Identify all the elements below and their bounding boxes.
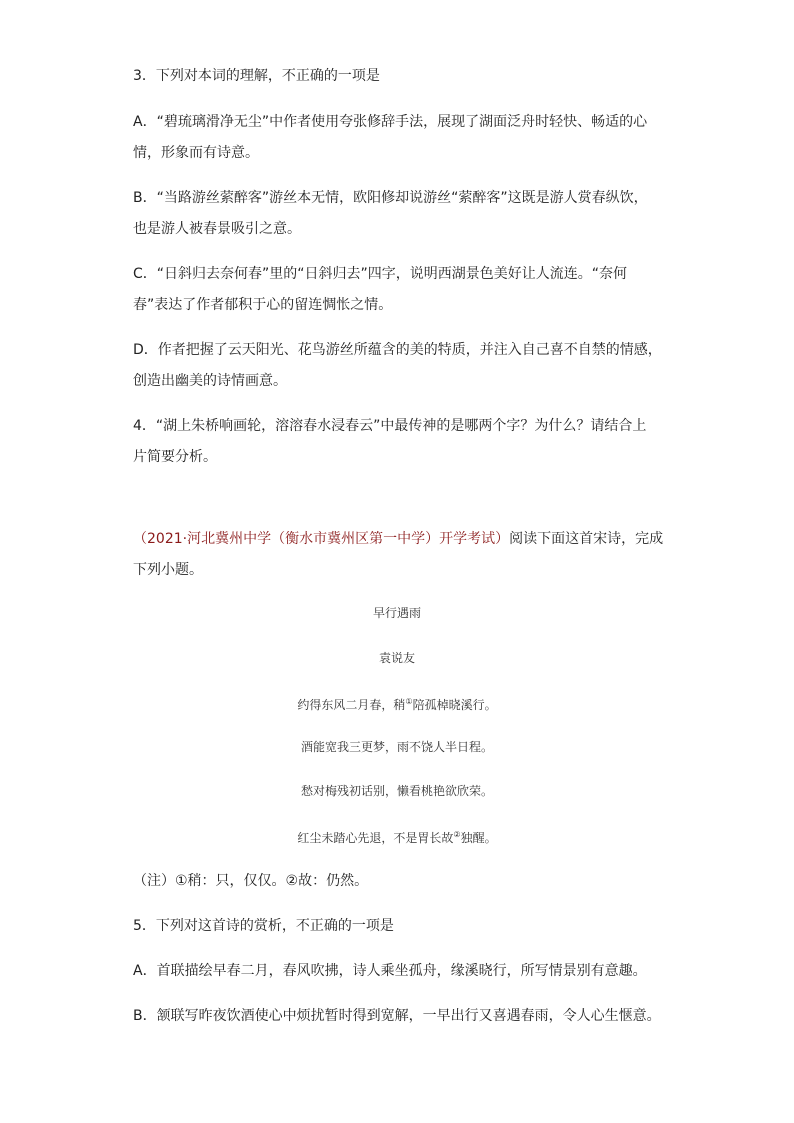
poem-title: 早行遇雨 <box>372 606 421 620</box>
question-4-line2: 片简要分析。 <box>133 449 217 465</box>
question-3-option-a-line1: A．“碧琉璃滑净无尘”中作者使用夸张修辞手法，展现了湖面泛舟时轻快、畅适的心 <box>133 114 648 130</box>
question-3-stem: 3．下列对本词的理解，不正确的一项是 <box>133 68 380 84</box>
question-5-option-a: A．首联描绘早春二月，春风吹拂，诗人乘坐孤舟，缘溪晓行，所写情景别有意趣。 <box>133 963 647 979</box>
question-4-line1: 4．“湖上朱桥响画轮，溶溶春水浸春云”中最传神的是哪两个字？为什么？请结合上 <box>133 418 647 434</box>
poem-author: 袁说友 <box>378 651 415 665</box>
question-3-option-c-line2: 春”表达了作者郁积于心的留连惆怅之情。 <box>133 297 393 313</box>
question-3-option-d-line1: D．作者把握了云天阳光、花鸟游丝所蕴含的美的特质，并注入自己喜不自禁的情感， <box>133 342 662 358</box>
footnote-marker-1: ① <box>405 697 413 706</box>
question-3-option-b-line2: 也是游人被春景吸引之意。 <box>133 221 301 237</box>
question-5-stem: 5．下列对这首诗的赏析，不正确的一项是 <box>133 918 394 934</box>
question-3-option-a-line2: 情，形象而有诗意。 <box>133 145 259 161</box>
poem-line-1 <box>0 694 794 713</box>
source-line <box>133 530 663 548</box>
question-3-option-b-line1: B．“当路游丝萦醉客”游丝本无情，欧阳修却说游丝“萦醉客”这既是游人赏春纵饮， <box>133 190 648 206</box>
poem-line-2: 酒能宽我三更梦，雨不饶人半日程。 <box>300 740 493 754</box>
question-3-option-c-line1: C．“日斜归去奈何春”里的“日斜归去”四字，说明西湖景色美好让人流连。“奈何 <box>133 266 628 282</box>
poem-line-4-part-b: 独醒。 <box>460 831 497 845</box>
reading-instruction-line2: 下列小题。 <box>133 562 203 578</box>
question-5-option-b: B．颔联写昨夜饮酒使心中烦扰暂时得到宽解，一早出行又喜遇春雨，令人心生惬意。 <box>133 1008 661 1024</box>
exam-source-tag: （2021·河北冀州中学（衡水市冀州区第一中学）开学考试） <box>133 531 510 547</box>
poem-line-4 <box>0 827 794 846</box>
poem-line-1-part-a: 约得东风二月春，稍 <box>297 698 406 712</box>
reading-instruction: 阅读下面这首宋诗，完成 <box>509 531 664 547</box>
poem-line-3: 愁对梅残初话别，懒看桃艳欲欣荣。 <box>300 784 493 798</box>
poem-line-1-part-b: 陪孤棹晓溪行。 <box>412 698 497 712</box>
question-3-option-d-line2: 创造出幽美的诗情画意。 <box>133 373 287 389</box>
poem-line-4-part-a: 红尘未踏心先退，不是胃长故 <box>297 831 454 845</box>
footnote-marker-2: ② <box>453 830 461 839</box>
poem-footnote: （注）①稍：只，仅仅。②故：仍然。 <box>133 873 369 889</box>
